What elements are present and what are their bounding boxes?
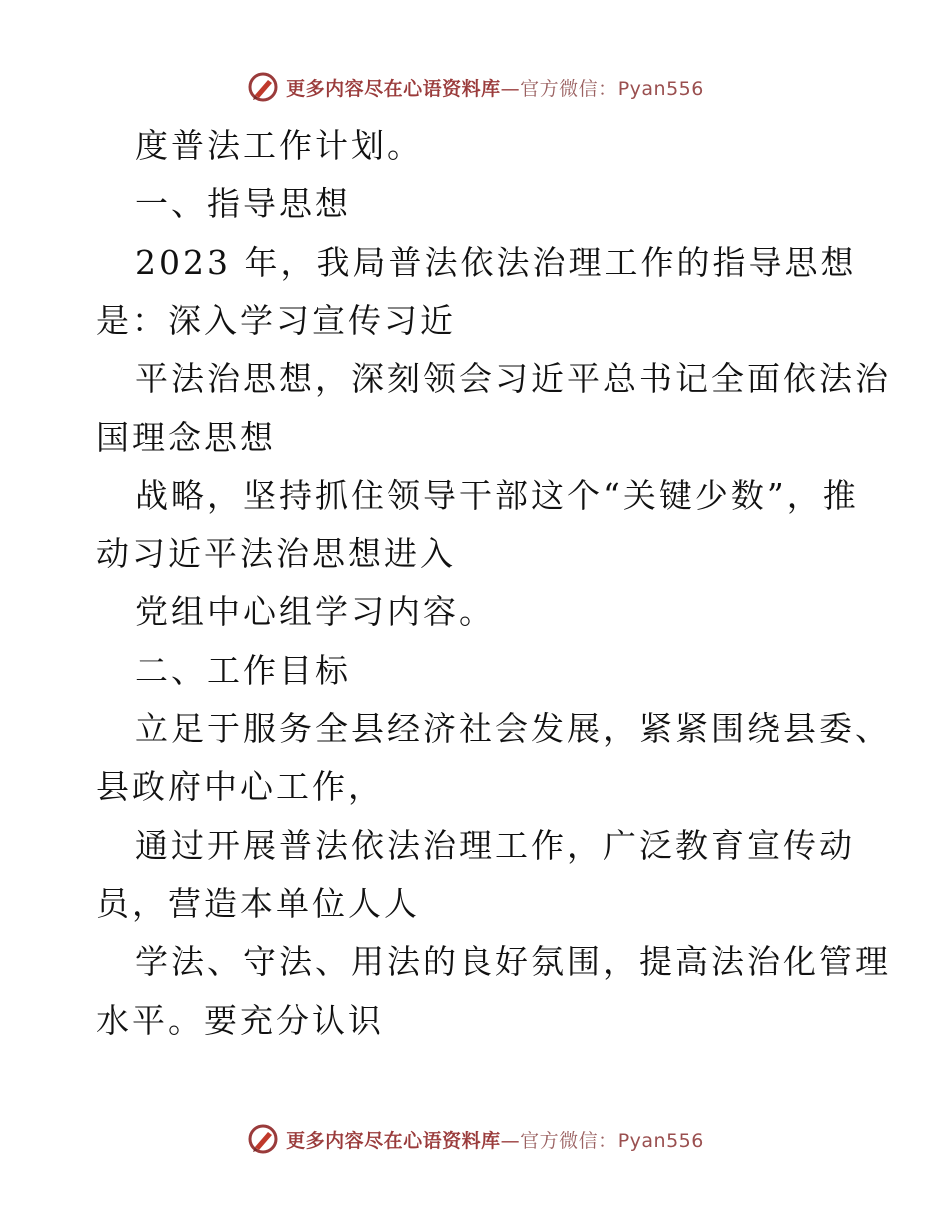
text-line: 员，营造本单位人人: [96, 883, 420, 923]
text-line: 二、工作目标: [135, 650, 351, 690]
text-line: 通过开展普法依法治理工作，广泛教育宣传动: [135, 825, 855, 865]
text-line: 水平。要充分认识: [96, 1000, 384, 1040]
banner-separator: —: [500, 1129, 521, 1152]
pen-logo-icon: [246, 70, 280, 104]
banner-wechat-label: 官方微信：: [520, 77, 618, 100]
banner-main-text: 更多内容尽在心语资料库: [286, 1129, 501, 1152]
text-line: 党组中心组学习内容。: [135, 592, 495, 632]
text-line: 2023 年，我局普法依法治理工作的指导思想: [135, 242, 857, 282]
banner-wechat-id: Pyan556: [617, 1129, 704, 1152]
banner-text: [286, 74, 704, 101]
banner-text: [286, 1126, 704, 1153]
text-line: 国理念思想: [96, 417, 276, 457]
header-banner: [0, 70, 950, 104]
text-line: 是：深入学习宣传习近: [96, 300, 456, 340]
text-line: 县政府中心工作，: [96, 767, 384, 807]
banner-separator: —: [500, 77, 521, 100]
text-line: 立足于服务全县经济社会发展，紧紧围绕县委、: [135, 709, 891, 748]
banner-wechat-label: 官方微信：: [520, 1129, 618, 1152]
footer-banner: [0, 1122, 950, 1156]
text-line: 度普法工作计划。: [135, 126, 423, 165]
text-line: 一、指导思想: [135, 184, 351, 224]
banner-wechat-id: Pyan556: [617, 77, 704, 100]
text-line: 学法、守法、用法的良好氛围，提高法治化管理: [135, 942, 891, 982]
banner-main-text: 更多内容尽在心语资料库: [286, 77, 501, 100]
pen-logo-icon: [246, 1122, 280, 1156]
text-line: 平法治思想，深刻领会习近平总书记全面依法治: [135, 359, 891, 399]
text-line: 战略，坚持抓住领导干部这个“关键少数”，推: [135, 475, 859, 515]
text-line: 动习近平法治思想进入: [96, 534, 456, 574]
